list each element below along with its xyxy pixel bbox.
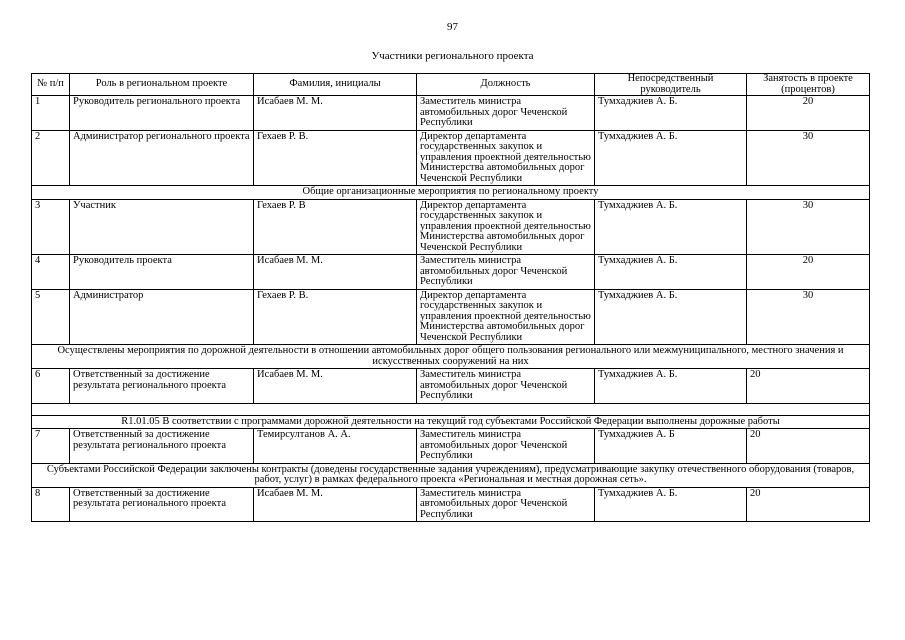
manager-cell: Тумхаджиев А. Б. <box>595 255 747 290</box>
section-heading: Субъектами Российской Федерации заключены контракты (доведены государственные задания учреждениям), предусматривающие закупку отечественного оборудования (товаров, работ, услуг) в рамках федерального проекта «Региональная и местная дорожная сеть». <box>32 463 870 487</box>
table-row <box>32 96 870 131</box>
table-row <box>32 255 870 290</box>
manager-cell: Тумхаджиев А. Б. <box>595 487 747 522</box>
section-heading: Общие организационные мероприятия по региональному проекту <box>32 186 870 200</box>
row-number-cell: 1 <box>32 96 70 131</box>
name-cell: Темирсултанов А. А. <box>254 429 417 464</box>
load-cell: 30 <box>747 199 870 255</box>
position-cell: Заместитель министра автомобильных дорог Чеченской Республики <box>417 369 595 404</box>
name-cell: Гехаев Р. В. <box>254 289 417 345</box>
load-cell: 30 <box>747 289 870 345</box>
position-cell: Заместитель министра автомобильных дорог Чеченской Республики <box>417 487 595 522</box>
section-row <box>32 463 870 487</box>
manager-cell: Тумхаджиев А. Б. <box>595 199 747 255</box>
position-cell: Заместитель министра автомобильных дорог Чеченской Республики <box>417 255 595 290</box>
manager-cell: Тумхаджиев А. Б. <box>595 130 747 186</box>
header-role: Роль в региональном проекте <box>70 74 254 96</box>
spacer-cell <box>32 403 870 415</box>
row-number-cell: 3 <box>32 199 70 255</box>
row-number-cell: 2 <box>32 130 70 186</box>
name-cell: Исабаев М. М. <box>254 255 417 290</box>
row-number-cell: 5 <box>32 289 70 345</box>
role-cell: Участник <box>70 199 254 255</box>
load-cell: 30 <box>747 130 870 186</box>
position-cell: Директор департамента государственных закупок и управления проектной деятельностью Министерства автомобильных дорог Чеченской Республики <box>417 199 595 255</box>
page-number: 97 <box>447 21 458 33</box>
load-cell: 20 <box>747 429 870 464</box>
position-cell: Директор департамента государственных закупок и управления проектной деятельностью Министерства автомобильных дорог Чеченской Республики <box>417 289 595 345</box>
role-cell: Ответственный за достижение результата регионального проекта <box>70 429 254 464</box>
role-cell: Ответственный за достижение результата регионального проекта <box>70 487 254 522</box>
row-number-cell: 7 <box>32 429 70 464</box>
manager-cell: Тумхаджиев А. Б. <box>595 289 747 345</box>
header-number: № п/п <box>32 74 70 96</box>
table-row <box>32 289 870 345</box>
position-cell: Заместитель министра автомобильных дорог Чеченской Республики <box>417 96 595 131</box>
manager-cell: Тумхаджиев А. Б. <box>595 96 747 131</box>
name-cell: Исабаев М. М. <box>254 96 417 131</box>
table-row <box>32 369 870 404</box>
manager-cell: Тумхаджиев А. Б <box>595 429 747 464</box>
table-row <box>32 429 870 464</box>
table-header-row <box>32 74 870 96</box>
name-cell: Исабаев М. М. <box>254 369 417 404</box>
load-cell: 20 <box>747 96 870 131</box>
row-number-cell: 6 <box>32 369 70 404</box>
page-title: Участники регионального проекта <box>371 50 534 62</box>
table-row <box>32 199 870 255</box>
table-row <box>32 487 870 522</box>
name-cell: Исабаев М. М. <box>254 487 417 522</box>
load-cell: 20 <box>747 255 870 290</box>
section-row <box>32 345 870 369</box>
row-number-cell: 4 <box>32 255 70 290</box>
table-spacer-row <box>32 403 870 415</box>
role-cell: Руководитель проекта <box>70 255 254 290</box>
row-number-cell: 8 <box>32 487 70 522</box>
section-row <box>32 415 870 429</box>
section-heading: R1.01.05 В соответствии с программами дорожной деятельности на текущий год субъектами Российской Федерации выполнены дорожные работы <box>32 415 870 429</box>
participants-table <box>31 73 870 522</box>
section-heading: Осуществлены мероприятия по дорожной деятельности в отношении автомобильных дорог общего пользования регионального или межмуниципального, местного значения и искусственных сооружений на них <box>32 345 870 369</box>
load-cell: 20 <box>747 369 870 404</box>
header-position: Должность <box>417 74 595 96</box>
table-row <box>32 130 870 186</box>
role-cell: Администратор регионального проекта <box>70 130 254 186</box>
header-name: Фамилия, инициалы <box>254 74 417 96</box>
section-row <box>32 186 870 200</box>
load-cell: 20 <box>747 487 870 522</box>
role-cell: Ответственный за достижение результата регионального проекта <box>70 369 254 404</box>
role-cell: Руководитель регионального проекта <box>70 96 254 131</box>
name-cell: Гехаев Р. В. <box>254 130 417 186</box>
name-cell: Гехаев Р. В <box>254 199 417 255</box>
position-cell: Заместитель министра автомобильных дорог Чеченской Республики <box>417 429 595 464</box>
role-cell: Администратор <box>70 289 254 345</box>
manager-cell: Тумхаджиев А. Б. <box>595 369 747 404</box>
position-cell: Директор департамента государственных закупок и управления проектной деятельностью Министерства автомобильных дорог Чеченской Республики <box>417 130 595 186</box>
header-manager: Непосредственный руководитель <box>595 74 747 96</box>
table-body <box>32 96 870 522</box>
header-load: Занятость в проекте (процентов) <box>747 74 870 96</box>
